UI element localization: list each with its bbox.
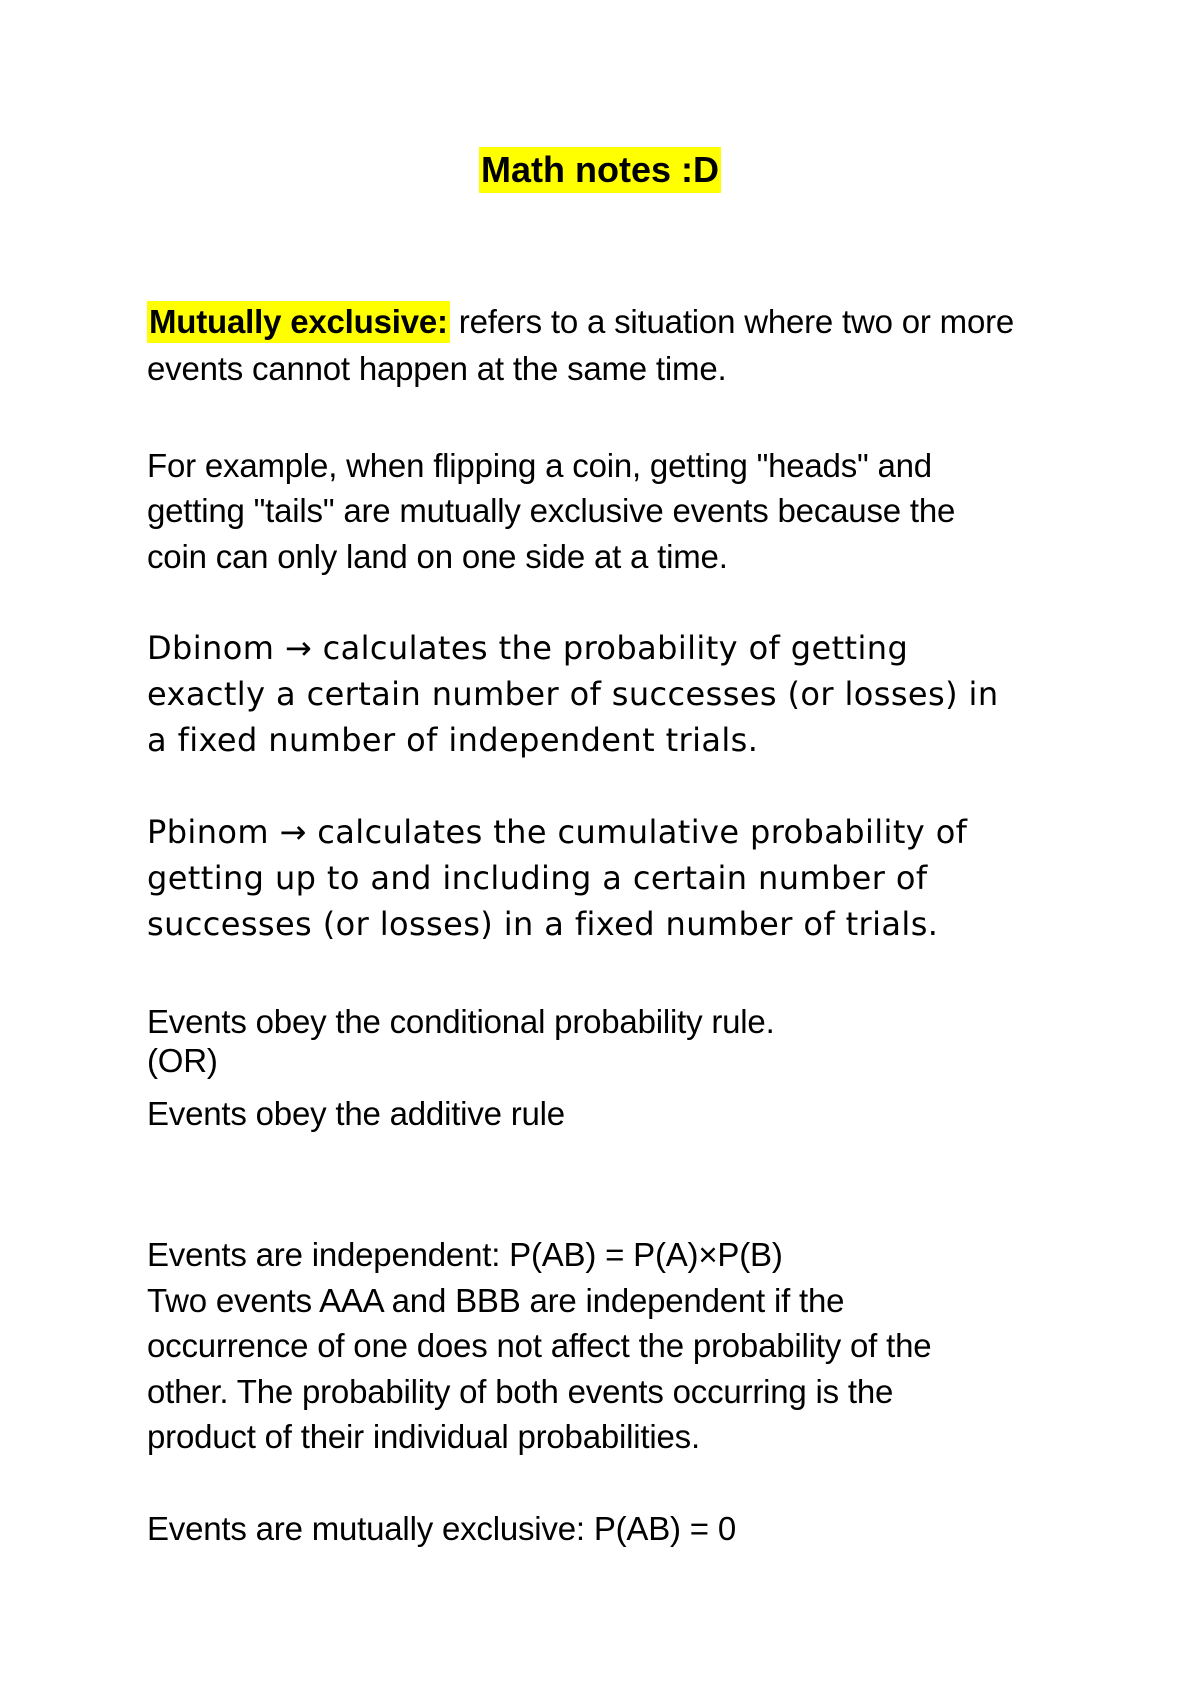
- rule-conditional: Events obey the conditional probability rule.: [147, 1003, 775, 1040]
- pbinom-line-2: getting up to and including a certain number of: [147, 859, 928, 897]
- definition-text: refers to a situation where two or more: [449, 303, 1015, 340]
- independent-line-5: product of their individual probabilities.: [147, 1418, 700, 1455]
- dbinom-line-1: Dbinom → calculates the probability of getting: [147, 629, 909, 667]
- independent-line-2: Two events AAA and BBB are independent if the: [147, 1282, 845, 1319]
- example-line-3: coin can only land on one side at a time.: [147, 538, 728, 575]
- mutually-exclusive-formula: Events are mutually exclusive: P(AB) = 0: [147, 1510, 736, 1547]
- pbinom-line-1: Pbinom → calculates the cumulative probability of: [147, 813, 968, 851]
- pbinom-line-3: successes (or losses) in a fixed number of trials.: [147, 905, 939, 943]
- independent-line-3: occurrence of one does not affect the probability of the: [147, 1327, 932, 1364]
- dbinom-line-3: a fixed number of independent trials.: [147, 721, 759, 759]
- dbinom-line-2: exactly a certain number of successes (or losses) in: [147, 675, 999, 713]
- example-line-1: For example, when flipping a coin, getting "heads" and: [147, 447, 932, 484]
- example-line-2: getting "tails" are mutually exclusive events because the: [147, 492, 956, 529]
- title-highlight: Math notes :D: [479, 147, 721, 193]
- definition-mutually-exclusive-line-2: events cannot happen at the same time.: [147, 350, 727, 387]
- page-title: [0, 148, 1200, 192]
- independent-line-4: other. The probability of both events occurring is the: [147, 1373, 894, 1410]
- rule-additive: Events obey the additive rule: [147, 1095, 565, 1132]
- independent-formula: Events are independent: P(AB) = P(A)×P(B): [147, 1236, 783, 1273]
- rule-or: (OR): [147, 1042, 218, 1079]
- term-mutually-exclusive: Mutually exclusive:: [147, 301, 450, 343]
- definition-mutually-exclusive-line-1: [147, 302, 1014, 342]
